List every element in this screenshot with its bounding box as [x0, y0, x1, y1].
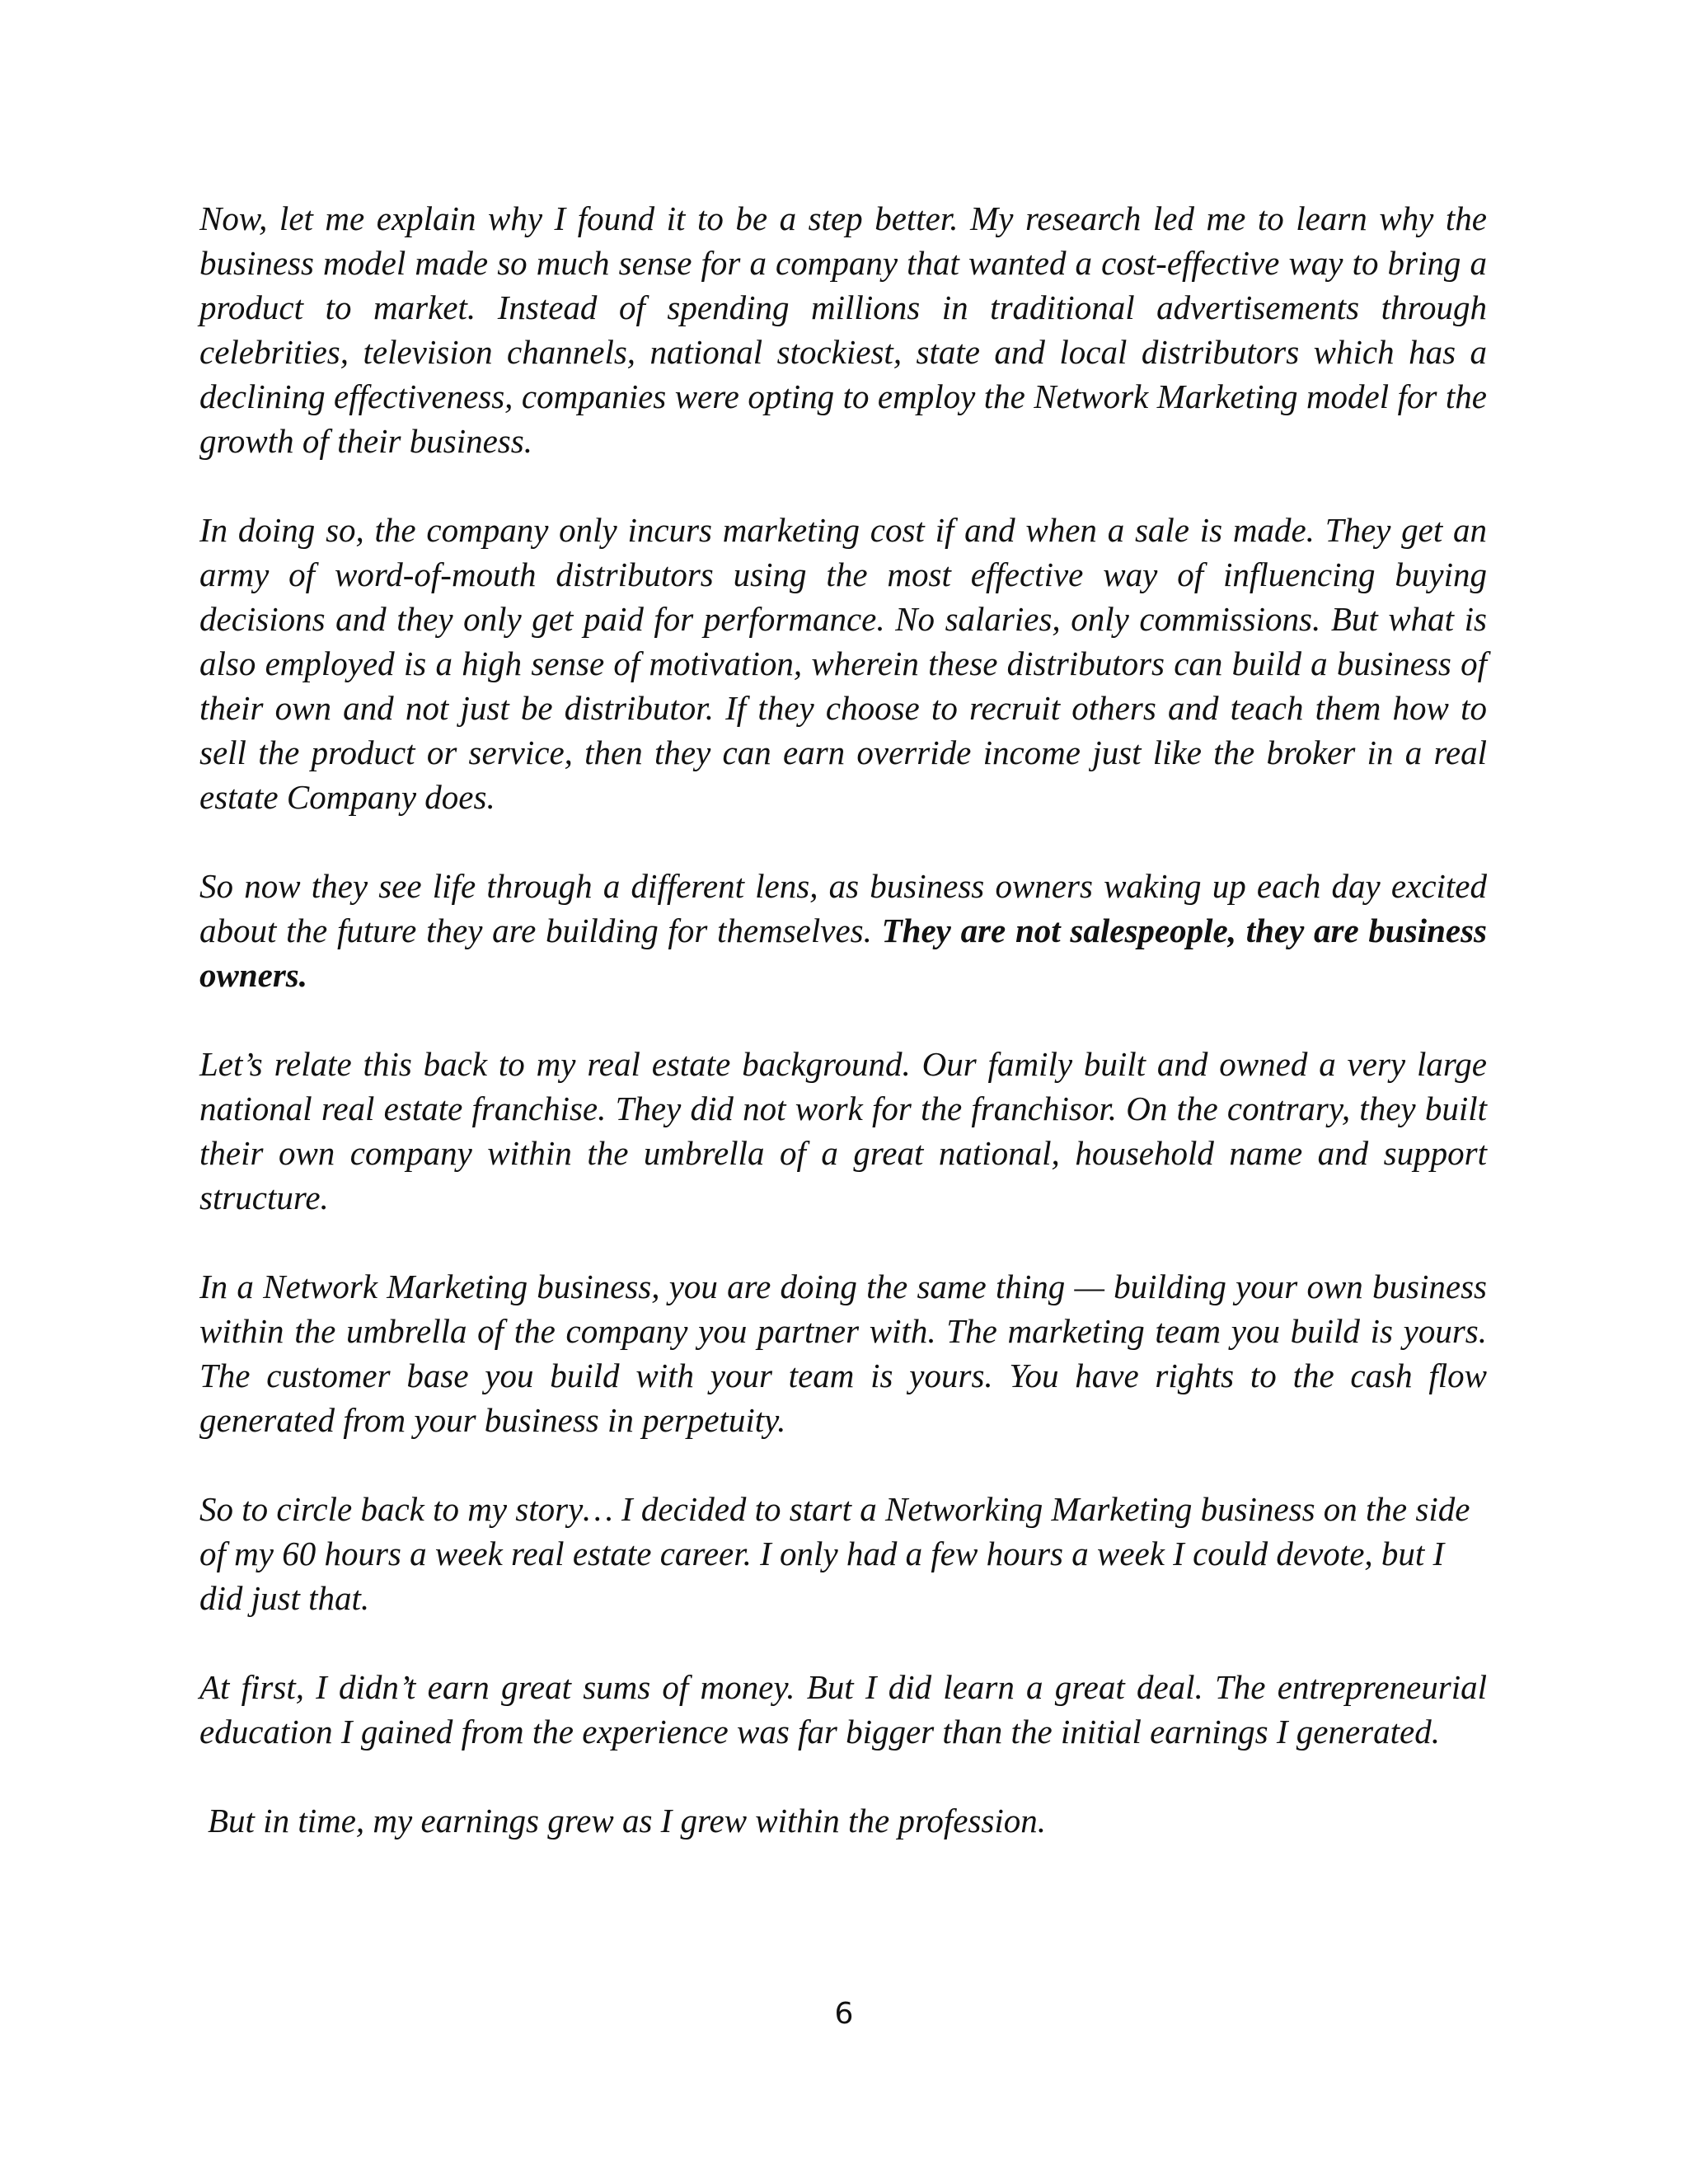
paragraph-1: Now, let me explain why I found it to be a step better. My research led me to learn why the business model made so much sense for a company that wanted a cost-effective way to bring a product to market. Instead of spending millions in traditional advertisements through celebrities, television channels, national stockiest, state and local distributors which has a declining effectiveness, companies were opting to employ the Network Marketing model for the growth of their business. [199, 199, 1487, 460]
paragraph-6: So to circle back to my story… I decided to start a Networking Marketing business on the side of my 60 hours a week real estate career. I only had a few hours a week I could devote, but I did just that. [199, 1490, 1470, 1617]
page-number: 6 [834, 1997, 854, 2031]
paragraph-8: But in time, my earnings grew as I grew within the profession. [208, 1802, 1046, 1840]
paragraph-3 [199, 864, 1487, 997]
paragraph-3-text: So now they see life through a different lens, as business owners waking up each day excited about the future they are building for themselves. [199, 867, 1487, 949]
paragraph-5: In a Network Marketing business, you are doing the same thing — building your own business within the umbrella of the company you partner with. The marketing team you build is yours. The customer base you build with your team is yours. You have rights to the cash flow generated from your business in perpetuity. [199, 1268, 1487, 1439]
paragraph-4: Let’s relate this back to my real estate background. Our family built and owned a very large national real estate franchise. They did not work for the franchisor. On the contrary, they built their own company within the umbrella of a great national, household name and support structure. [199, 1045, 1487, 1216]
paragraph-3-bold-text: They are not salespeople, they are business owners. [199, 912, 1487, 994]
paragraph-2: In doing so, the company only incurs marketing cost if and when a sale is made. They get an army of word-of-mouth distributors using the most effective way of influencing buying decisions and they only get paid for performance. No salaries, only commissions. But what is also employed is a high sense of motivation, wherein these distributors can build a business of their own and not just be distributor. If they choose to recruit others and teach them how to sell the product or service, then they can earn override income just like the broker in a real estate Company does. [199, 511, 1487, 816]
paragraph-7: At first, I didn’t earn great sums of money. But I did learn a great deal. The entrepreneurial education I gained from the experience was far bigger than the initial earnings I generated. [199, 1668, 1487, 1750]
page-body [199, 196, 1487, 1843]
